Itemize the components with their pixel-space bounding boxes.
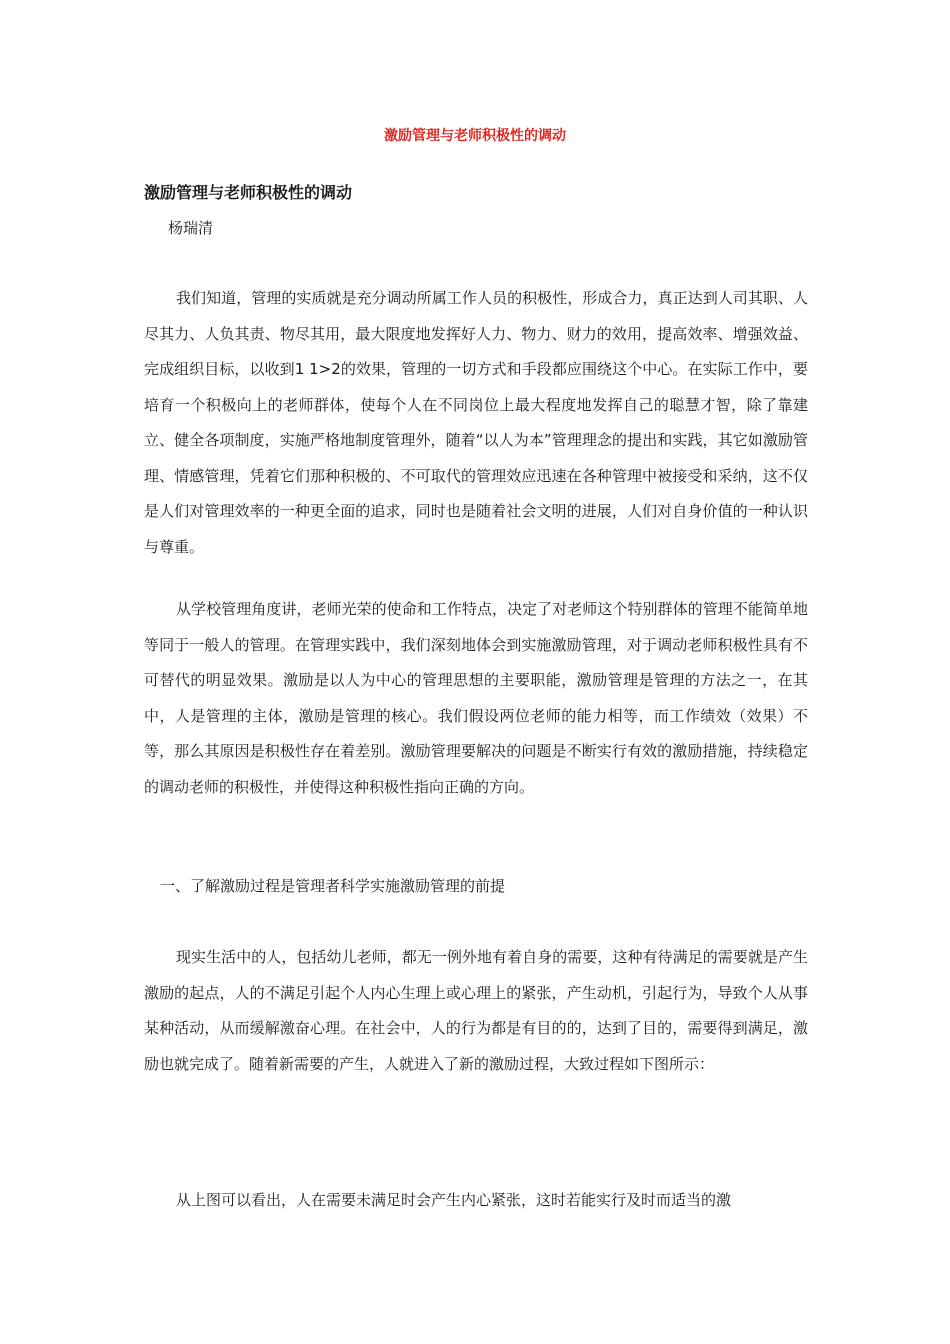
article-heading: 激励管理与老师积极性的调动	[144, 183, 353, 202]
section-heading: 一、了解激励过程是管理者科学实施激励管理的前提	[160, 877, 506, 895]
intro-paragraph-1: 我们知道，管理的实质就是充分调动所属工作人员的积极性，形成合力，真正达到人司其职、人尽其力、人负其责、物尽其用，最大限度地发挥好人力、物力、财力的效用，提高效率、增强效益、完成组织目标，以收到1 1>2的效果，管理的一切方式和手段都应围绕这个中心。在实际工作中，要培育一个积极向上的老师群体，使每个人在不同岗位上最大程度地发挥自己的聪慧才智，除了靠建立、健全各项制度，实施严格地制度管理外，随着“以人为本”管理理念的提出和实践，其它如激励管理、情感管理，凭着它们那种积极的、不可取代的管理效应迅速在各种管理中被接受和采纳，这不仅是人们对管理效率的一种更全面的追求，同时也是随着社会文明的进展，人们对自身价值的一种认识与尊重。	[144, 289, 808, 556]
section-paragraph-2: 从上图可以看出，人在需要未满足时会产生内心紧张，这时若能实行及时而适当的激	[176, 1191, 732, 1209]
author-name: 杨瑞清	[168, 219, 214, 237]
document-title: 激励管理与老师积极性的调动	[384, 128, 566, 144]
section-paragraph-1: 现实生活中的人，包括幼儿老师，都无一例外地有着自身的需要，这种有待满足的需要就是产生激励的起点，人的不满足引起个人内心生理上或心理上的紧张，产生动机，引起行为，导致个人从事某种活动，从而缓解激奋心理。在社会中，人的行为都是有目的的，达到了目的，需要得到满足，激励也就完成了。随着新需要的产生，人就进入了新的激励过程，大致过程如下图所示：	[144, 948, 808, 1073]
intro-paragraph-2: 从学校管理角度讲，老师光荣的使命和工作特点，决定了对老师这个特别群体的管理不能简单地等同于一般人的管理。在管理实践中，我们深刻地体会到实施激励管理，对于调动老师积极性具有不可替代的明显效果。激励是以人为中心的管理思想的主要职能，激励管理是管理的方法之一，在其中，人是管理的主体，激励是管理的核心。我们假设两位老师的能力相等，而工作绩效（效果）不等，那么其原因是积极性存在着差别。激励管理要解决的问题是不断实行有效的激励措施，持续稳定的调动老师的积极性，并使得这种积极性指向正确的方向。	[144, 600, 808, 796]
